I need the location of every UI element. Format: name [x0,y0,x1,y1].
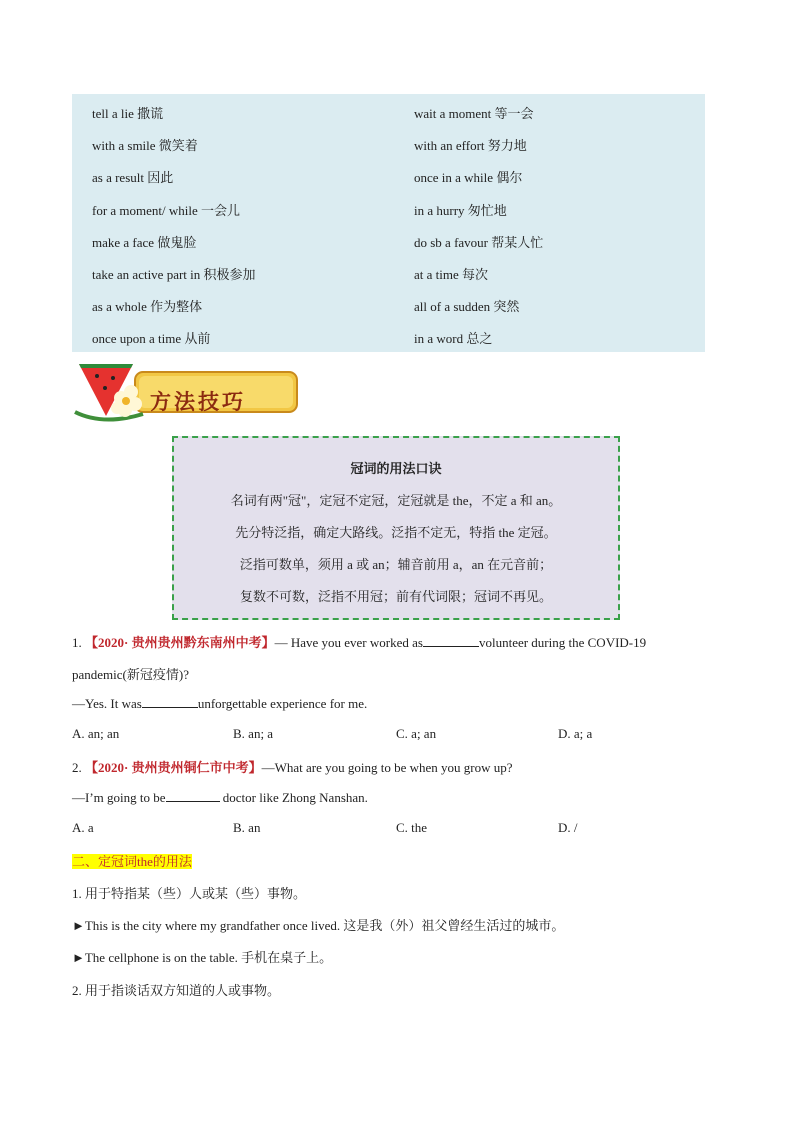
phrase-item: with a smile 微笑着 [92,138,198,153]
option-d: D. / [558,820,578,835]
question-1-stem-cont: pandemic(新冠疫情)? [72,667,189,682]
mnemonic-line: 泛指可数单，须用 a 或 an；辅音前用 a，an 在元音前； [239,557,553,572]
phrase-item: as a result 因此 [92,170,174,185]
option-d: D. a; a [558,726,593,741]
option-c: C. the [396,820,428,835]
question-1-reply: —Yes. It was unforgettable experience for me. [72,696,368,711]
phrase-item: at a time 每次 [414,267,489,282]
phrase-item: once upon a time 从前 [92,331,211,346]
option-b: B. an [233,820,261,835]
phrase-item: tell a lie 撒谎 [92,106,164,121]
example-2: ►The cellphone is on the table. 手机在桌子上。 [72,950,333,965]
phrase-item: as a whole 作为整体 [92,299,203,314]
answer-blank [423,634,479,647]
phrase-item: make a face 做鬼脸 [92,235,197,250]
phrase-item: do sb a favour 帮某人忙 [414,235,544,250]
example-1: ►This is the city where my grandfather once lived. 这是我（外）祖父曾经生活过的城市。 [72,918,565,933]
phrase-item: for a moment/ while 一会儿 [92,203,241,218]
phrase-item: in a hurry 匆忙地 [414,203,507,218]
option-b: B. an; a [233,726,274,741]
phrase-item: once in a while 偶尔 [414,170,523,185]
rule-2: 2. 用于指谈话双方知道的人或事物。 [72,983,281,998]
phrase-table [72,94,705,352]
section-heading: 二、定冠词the的用法 [72,854,192,869]
phrase-item: wait a moment 等一会 [414,106,534,121]
rule-1: 1. 用于特指某（些）人或某（些）事物。 [72,886,307,901]
mnemonic-title: 冠词的用法口诀 [350,461,442,476]
mnemonic-box [172,436,620,620]
phrase-item: in a word 总之 [414,331,493,346]
option-a: A. a [72,820,94,835]
question-2-reply: —I’m going to be doctor like Zhong Nanshan. [72,790,368,805]
mnemonic-line: 先分特泛指，确定大路线。泛指不定无，特指 the 定冠。 [235,525,557,540]
question-source: 【2020· 贵州贵州黔东南州中考】 [85,635,275,650]
phrase-item: all of a sudden 突然 [414,299,520,314]
option-c: C. a; an [396,726,437,741]
banner-title: 方法技巧 [150,390,246,414]
question-1-stem: 1. 【2020· 贵州贵州黔东南州中考】— Have you ever worked as volunteer during the COVID-19 [72,635,647,650]
option-a: A. an; an [72,726,120,741]
question-2-stem: 2. 【2020· 贵州贵州铜仁市中考】—What are you going to be when you grow up? [72,760,513,775]
question-source: 【2020· 贵州贵州铜仁市中考】 [85,760,262,775]
phrase-item: take an active part in 积极参加 [92,267,256,282]
phrase-item: with an effort 努力地 [414,138,527,153]
answer-blank [166,789,220,802]
mnemonic-line: 复数不可数，泛指不用冠；前有代词限；冠词不再见。 [239,589,552,604]
answer-blank [142,695,198,708]
mnemonic-line: 名词有两"冠"，定冠不定冠，定冠就是 the，不定 a 和 an。 [230,493,562,508]
